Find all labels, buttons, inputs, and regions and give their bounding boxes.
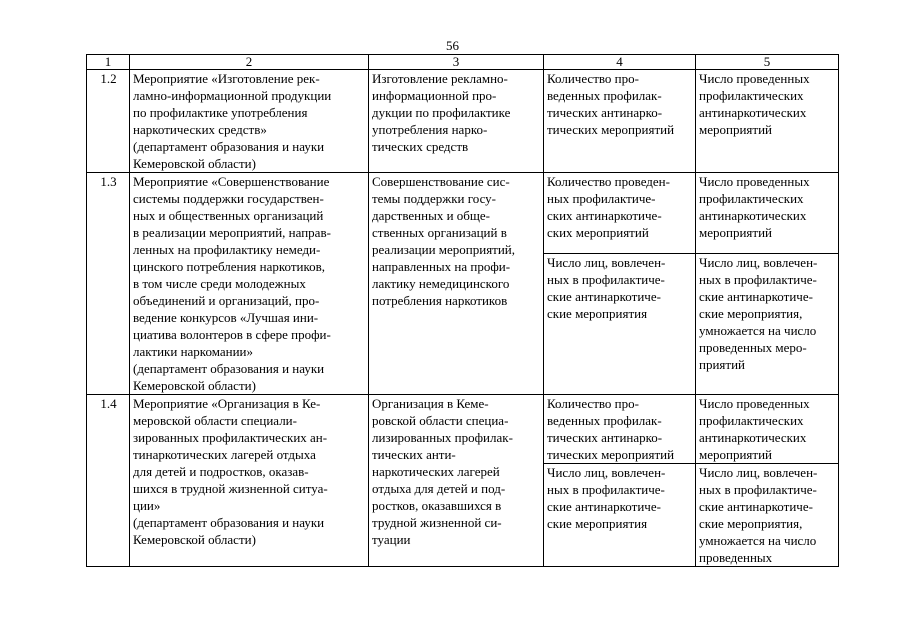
header-row: [87, 55, 839, 70]
row-number: 1.3: [87, 173, 130, 395]
event-description: Совершенствование сис- темы поддержки госу- дарственных и обще- ственных организаций в реализации мероприятий, направленных на профи- лактику немедицинского потребления наркотиков: [372, 174, 516, 308]
event-description: Организация в Кеме- ровской области специа- лизированных профилак- тических анти- наркотических лагерей отдыха для детей и под- ростков, оказавшихся в трудной жизненной си- туации: [372, 396, 513, 547]
indicator-text: Число лиц, вовлечен- ных в профилактиче- ские антинаркотиче- ские мероприятия: [547, 465, 666, 531]
event-title-cell: [130, 173, 369, 395]
method-cell: [696, 70, 839, 173]
method-text: Число проведенных профилактических антинаркотических мероприятий: [699, 71, 810, 137]
event-title-cell: [130, 395, 369, 567]
method-cell: [696, 395, 839, 464]
page-number: 56: [446, 38, 459, 53]
indicator-cell: [544, 395, 696, 464]
event-description: Изготовление рекламно- информационной про- дукции по профилактике употребления нарко- тических средств: [372, 71, 511, 154]
event-title-cell: [130, 70, 369, 173]
event-title: Мероприятие «Изготовление рек- ламно-информационной продукции по профилактике употребления наркотических средств» (департамент образования и науки Кемеровской области): [133, 71, 332, 171]
method-cell: [696, 254, 839, 395]
indicator-text: Количество проведен- ных профилактиче- ских антинаркотиче- ских мероприятий: [547, 174, 670, 240]
event-description-cell: [369, 70, 544, 173]
column-header-1: 1: [87, 55, 130, 70]
events-table: [86, 54, 839, 567]
event-title: Мероприятие «Совершенствование системы поддержки государствен- ных и общественных организаций в реализации мероприятий, направ- ленных на профилактику немеди- цинского потребления наркотиков, в том числе среди молодежных объединений и организаций, про- ведение конкурсов «Лучшая ини- циатива волонтеров в сфере профи- лактики наркомании» (департамент образования и науки Кемеровской области): [133, 174, 331, 393]
event-title: Мероприятие «Организация в Ке- меровской области специали- зированных профилактических ан- тинаркотических лагерей отдыха для детей и подростков, оказав- шихся в трудной жизненной ситуа- ции» (департамент образования и науки Кемеровской области): [133, 396, 328, 547]
column-header-3: 3: [369, 55, 544, 70]
table-row: [87, 173, 839, 254]
row-number: 1.2: [87, 70, 130, 173]
indicator-text: Количество про- веденных профилак- тических антинарко- тических мероприятий: [547, 396, 675, 462]
column-header-4: 4: [544, 55, 696, 70]
indicator-text: Число лиц, вовлечен- ных в профилактиче- ские антинаркотиче- ские мероприятия: [547, 255, 666, 322]
indicator-cell: [544, 464, 696, 567]
method-text: Число проведенных профилактических антинаркотических мероприятий: [699, 174, 810, 240]
method-cell: [696, 173, 839, 254]
method-text: Число лиц, вовлечен- ных в профилактиче- ские антинаркотиче- ские мероприятия, умножается на число проведенных: [699, 465, 818, 565]
table-row: [87, 395, 839, 464]
indicator-cell: [544, 70, 696, 173]
column-header-2: 2: [130, 55, 369, 70]
event-description-cell: [369, 173, 544, 395]
indicator-cell: [544, 254, 696, 395]
table-row: [87, 70, 839, 173]
indicator-cell: [544, 173, 696, 254]
event-description-cell: [369, 395, 544, 567]
column-header-5: 5: [696, 55, 839, 70]
indicator-text: Количество про- веденных профилак- тических антинарко- тических мероприятий: [547, 71, 675, 137]
method-cell: [696, 464, 839, 567]
row-number: 1.4: [87, 395, 130, 567]
method-text: Число проведенных профилактических антинаркотических мероприятий: [699, 396, 810, 462]
method-text: Число лиц, вовлечен- ных в профилактиче- ские антинаркотиче- ские мероприятия, умножается на число проведенных меро- приятий: [699, 255, 818, 373]
